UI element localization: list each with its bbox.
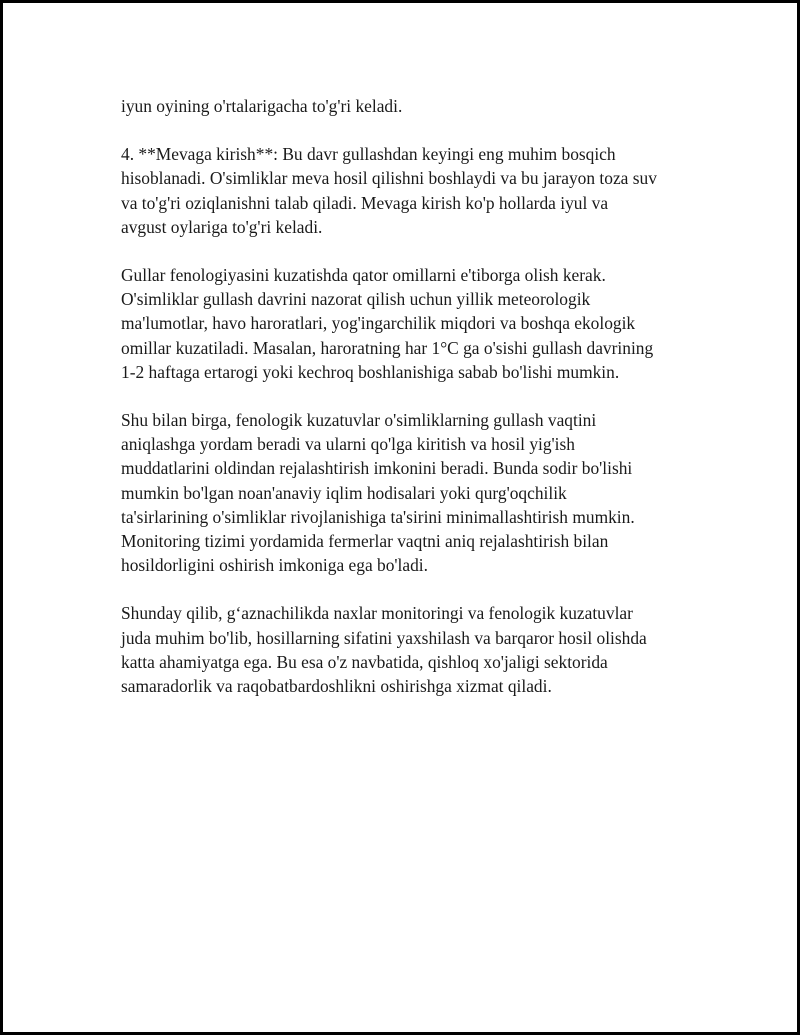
text-line: mumkin bo'lgan noan'anaviy iqlim hodisalari yoki qurg'oqchilik bbox=[121, 482, 567, 503]
text-line: omillar kuzatiladi. Masalan, haroratning har 1°C ga o'sishi gullash davrining bbox=[121, 337, 654, 358]
text-line: va to'g'ri oziqlanishni talab qiladi. Mevaga kirish ko'p hollarda iyul va bbox=[121, 192, 609, 213]
paragraph-3 bbox=[121, 263, 711, 384]
text-line: 4. **Mevaga kirish**: Bu davr gullashdan keyingi eng muhim bosqich bbox=[121, 144, 616, 165]
text-line: Monitoring tizimi yordamida fermerlar vaqtni aniq rejalashtirish bilan bbox=[121, 531, 609, 552]
text-line: hisoblanadi. O'simliklar meva hosil qilishni boshlaydi va bu jarayon toza suv bbox=[121, 168, 657, 189]
document-body bbox=[121, 94, 711, 722]
text-line: muddatlarini oldindan rejalashtirish imkonini beradi. Bunda sodir bo'lishi bbox=[121, 458, 633, 479]
text-line: avgust oylariga to'g'ri keladi. bbox=[121, 216, 323, 237]
text-line: juda muhim bo'lib, hosillarning sifatini yaxshilash va barqaror hosil olishda bbox=[121, 627, 647, 648]
text-line: katta ahamiyatga ega. Bu esa o'z navbatida, qishloq xo'jaligi sektorida bbox=[121, 651, 608, 672]
text-line: O'simliklar gullash davrini nazorat qilish uchun yillik meteorologik bbox=[121, 289, 591, 310]
text-line: iyun oyining o'rtalarigacha to'g'ri keladi. bbox=[121, 96, 403, 116]
text-line: hosildorligini oshirish imkoniga ega bo'ladi. bbox=[121, 555, 428, 576]
text-line: ta'sirlarining o'simliklar rivojlanishiga ta'sirini minimallashtirish mumkin. bbox=[121, 506, 635, 527]
paragraph-5 bbox=[121, 601, 711, 698]
text-line: aniqlashga yordam beradi va ularni qo'lga kiritish va hosil yig'ish bbox=[121, 434, 575, 455]
text-line: Shunday qilib, g‘aznachilikda naxlar monitoringi va fenologik kuzatuvlar bbox=[121, 603, 633, 624]
text-line: Shu bilan birga, fenologik kuzatuvlar o'simliklarning gullash vaqtini bbox=[121, 410, 597, 431]
text-line: Gullar fenologiyasini kuzatishda qator omillarni e'tiborga olish kerak. bbox=[121, 265, 606, 286]
text-line: samaradorlik va raqobatbardoshlikni oshirishga xizmat qiladi. bbox=[121, 676, 552, 697]
text-line: ma'lumotlar, havo haroratlari, yog'ingarchilik miqdori va boshqa ekologik bbox=[121, 313, 636, 334]
paragraph-4 bbox=[121, 408, 711, 577]
paragraph-1 bbox=[121, 94, 711, 118]
paragraph-2 bbox=[121, 142, 711, 239]
text-line: 1-2 haftaga ertarogi yoki kechroq boshlanishiga sabab bo'lishi mumkin. bbox=[121, 361, 620, 382]
